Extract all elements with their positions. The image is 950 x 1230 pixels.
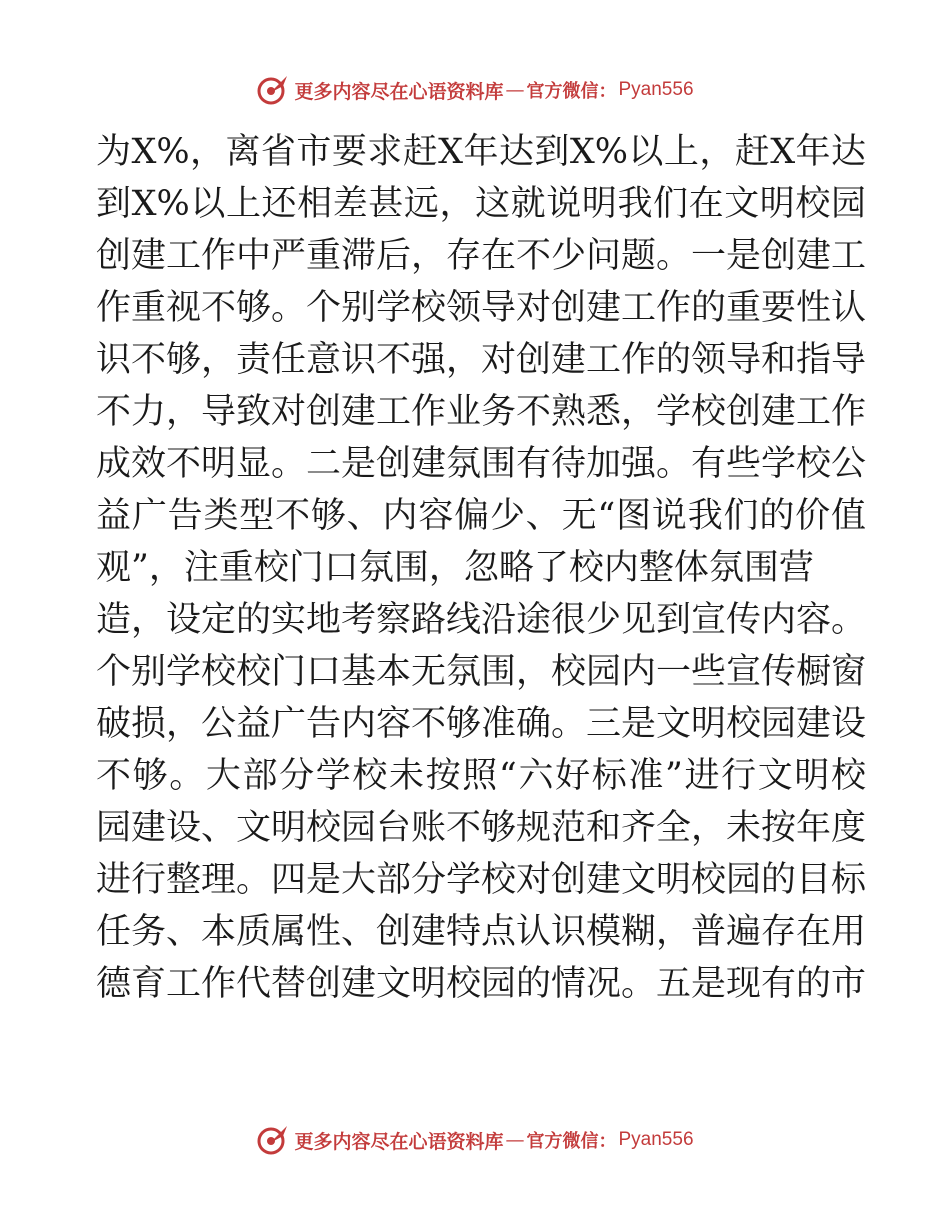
body-line: 不力，导致对创建工作业务不熟悉，学校创建工作 (96, 392, 867, 432)
watermark-official-label: 官方微信： (526, 1131, 617, 1152)
body-line: 任务、本质属性、创建特点认识模糊，普遍存在用 (96, 912, 867, 952)
body-line: 德育工作代替创建文明校园的情况。五是现有的市 (96, 964, 867, 1004)
body-line: 创建工作中严重滞后，存在不少问题。一是创建工 (96, 236, 867, 276)
quill-logo-icon (256, 1123, 290, 1157)
body-line: 进行整理。四是大部分学校对创建文明校园的目标 (96, 860, 867, 900)
body-line: 观”，注重校门口氛围，忽略了校内整体氛围营 (96, 548, 814, 588)
body-line: 造，设定的实地考察路线沿途很少见到宣传内容。 (96, 600, 867, 640)
body-line: 破损，公益广告内容不够准确。三是文明校园建设 (96, 704, 867, 744)
quill-logo-icon (256, 73, 290, 107)
body-line: 识不够，责任意识不强，对创建工作的领导和指导 (96, 340, 867, 380)
watermark-brand: 更多内容尽在心语资料库 (294, 80, 504, 103)
watermark-wechat-id: Pyan556 (618, 79, 694, 100)
footer-watermark (0, 1120, 950, 1160)
body-line: 个别学校校门口基本无氛围，校园内一些宣传橱窗 (96, 652, 867, 692)
body-line: 成效不明显。二是创建氛围有待加强。有些学校公 (96, 444, 867, 484)
body-line: 园建设、文明校园台账不够规范和齐全，未按年度 (96, 808, 867, 848)
watermark-dash: — (505, 79, 525, 101)
body-line: 作重视不够。个别学校领导对创建工作的重要性认 (96, 288, 867, 328)
watermark-official-label: 官方微信： (526, 81, 617, 102)
document-body (96, 126, 866, 1010)
watermark-dash: — (505, 1129, 525, 1151)
watermark-wechat-id: Pyan556 (618, 1129, 694, 1150)
header-watermark (0, 70, 950, 110)
body-line: 到X%以上还相差甚远，这就说明我们在文明校园 (96, 184, 866, 224)
watermark-brand: 更多内容尽在心语资料库 (294, 1130, 504, 1153)
body-line: 为X%，离省市要求赶X年达到X%以上，赶X年达 (96, 132, 866, 172)
body-line: 益广告类型不够、内容偏少、无“图说我们的价值 (96, 496, 866, 536)
body-line: 不够。大部分学校未按照“六好标准”进行文明校 (96, 756, 866, 796)
